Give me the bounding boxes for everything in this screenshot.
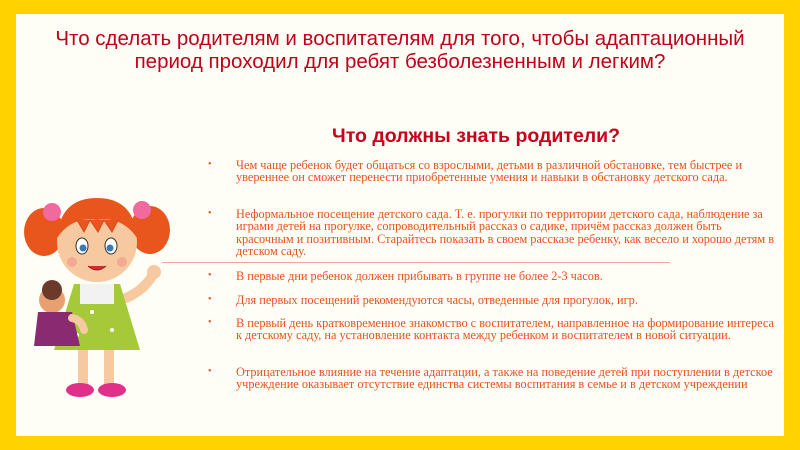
bullet-icon: • — [208, 317, 212, 328]
section-subtitle: Что должны знать родители? — [332, 125, 621, 147]
slide-title: Что сделать родителям и воспитателям для того, чтобы адаптационный период проходил для ребят безболезненным и легким? — [55, 27, 745, 73]
list-item-text: Отрицательное влияние на течение адаптации, а также на поведение детей при поступлении в детское учреждение оказывает отсутствие единства системы воспитания в семье и в детском учреждении — [236, 365, 773, 392]
bullet-icon: • — [208, 159, 212, 170]
list-item-text: Чем чаще ребенок будет общаться со взрослыми, детьми в различной обстановке, тем быстрее и увереннее он сможет перенести приобретенные умения и навыки в обстановку детского сада. — [236, 158, 743, 185]
list-item — [208, 293, 776, 307]
list-item — [208, 316, 776, 343]
girl-with-doll-illustration — [22, 180, 172, 412]
bullet-icon: • — [208, 208, 212, 219]
list-item — [208, 269, 776, 283]
list-item-text: В первые дни ребенок должен прибывать в группе не более 2-3 часов. — [236, 269, 603, 283]
bullet-icon: • — [208, 270, 212, 281]
bullet-icon: • — [208, 366, 212, 377]
list-item-text: Для первых посещений рекомендуются часы, отведенные для прогулок, игр. — [236, 293, 638, 307]
list-item — [208, 158, 776, 185]
list-item-text: Неформальное посещение детского сада. Т. е. прогулки по территории детского сада, наблюдение за играми детей на прогулке, сопроводительный рассказ о садике, причём рассказ должен быть красочным и позитивным. Старайтесь показать в своем рассказе ребенку, как весело и хорошо детям в детском саду. — [236, 207, 774, 259]
list-item-text: В первый день кратковременное знакомство с воспитателем, направленное на формирование интереса к детскому саду, на установление контакта между ребенком и воспитателем в новой ситуации. — [236, 316, 774, 343]
list-item — [208, 365, 776, 392]
divider-line — [162, 262, 670, 263]
bullet-icon: • — [208, 294, 212, 305]
list-item — [208, 207, 776, 259]
